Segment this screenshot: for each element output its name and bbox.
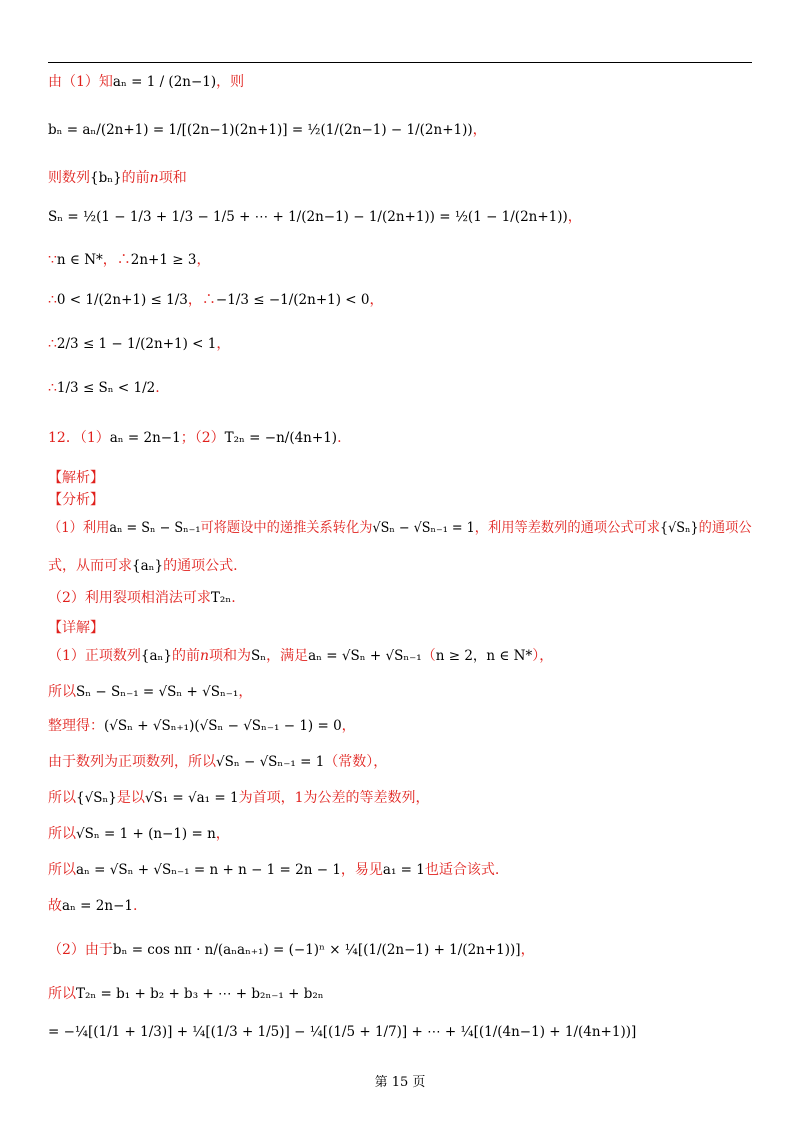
- math-expression: {aₙ}: [132, 558, 164, 574]
- text-line: [48, 896, 137, 916]
- math-expression: √Sₙ − √Sₙ₋₁ = 1: [372, 520, 475, 536]
- answer-text: 则数列: [48, 170, 90, 186]
- answer-text: ，利用等差数列的通项公式可求: [474, 520, 661, 536]
- math-expression: 2/3 ≤ 1 − 1/(2n+1) < 1: [56, 336, 217, 352]
- math-expression: {aₙ}: [140, 648, 172, 664]
- answer-text: 【详解】: [48, 620, 104, 636]
- variable-text: n: [200, 648, 210, 664]
- answer-text: 的前: [121, 170, 150, 186]
- answer-text: .: [231, 590, 236, 606]
- answer-text: （2）利用裂项相消法可求: [48, 590, 211, 606]
- answer-text: 12．（1）: [48, 430, 110, 446]
- text-line: [48, 646, 553, 666]
- math-expression: Sₙ − Sₙ₋₁ = √Sₙ + √Sₙ₋₁: [76, 684, 239, 700]
- answer-text: .: [132, 898, 138, 914]
- answer-text: 的前: [172, 648, 200, 664]
- math-expression: = −¼[(1/1 + 1/3)] + ¼[(1/3 + 1/5)] − ¼[(1/5 + 1/7)] + ⋯ + ¼[(1/(4n−1) + 1/(4n+1))]: [48, 1024, 637, 1040]
- answer-text: ，则: [216, 74, 245, 90]
- answer-text: 的通项公式.: [163, 558, 238, 574]
- answer-text: （: [421, 648, 436, 664]
- math-expression: Sₙ: [251, 648, 267, 664]
- text-line: [48, 168, 187, 188]
- text-line: [48, 378, 160, 398]
- answer-text: 由于数列为正项数列，所以: [48, 754, 216, 770]
- math-expression: T₂ₙ = b₁ + b₂ + b₃ + ⋯ + b₂ₙ₋₁ + b₂ₙ: [76, 986, 324, 1002]
- text-line: [48, 207, 582, 227]
- answer-text: ∴: [48, 292, 57, 308]
- answer-text: 项和: [158, 170, 187, 186]
- text-line: [48, 556, 238, 576]
- answer-text: ，: [520, 942, 535, 958]
- answer-text: （2）由于: [48, 942, 113, 958]
- math-expression: 1/3 ≤ Sₙ < 1/2: [56, 380, 156, 396]
- text-line: [48, 984, 324, 1004]
- answer-text: ∴: [48, 380, 57, 396]
- math-expression: √Sₙ = 1 + (n−1) = n: [76, 826, 216, 842]
- math-expression: 2n+1 ≥ 3: [130, 252, 197, 268]
- answer-text: 【解析】: [48, 470, 104, 486]
- answer-text: 故: [48, 898, 62, 914]
- answer-text: 所以: [48, 826, 76, 842]
- answer-text: 式，从而可求: [48, 558, 132, 574]
- answer-text: 可将题设中的递推关系转化为: [200, 520, 373, 536]
- answer-text: 【分析】: [48, 492, 104, 508]
- math-expression: {√Sₙ}: [76, 790, 117, 806]
- math-expression: {bₙ}: [90, 170, 122, 186]
- text-line: [48, 290, 383, 310]
- math-expression: aₙ = Sₙ − Sₙ₋₁: [109, 520, 201, 536]
- text-line: [48, 250, 210, 270]
- text-line: [48, 940, 535, 960]
- answer-text: ，: [567, 209, 582, 225]
- math-expression: T₂ₙ = −n/(4n+1): [224, 430, 338, 446]
- math-expression: n ≥ 2，n ∈ N*: [435, 648, 533, 664]
- text-line: [48, 490, 104, 510]
- text-line: [48, 72, 244, 92]
- answer-text: ，: [216, 336, 231, 352]
- math-expression: (√Sₙ + √Sₙ₊₁)(√Sₙ − √Sₙ₋₁ − 1) = 0: [104, 718, 342, 734]
- math-expression: 0 < 1/(2n+1) ≤ 1/3: [56, 292, 188, 308]
- answer-text: .: [155, 380, 160, 396]
- answer-text: ∴: [48, 336, 57, 352]
- text-line: [48, 588, 236, 608]
- math-expression: aₙ = 2n−1: [109, 430, 181, 446]
- answer-text: ，: [369, 292, 384, 308]
- math-expression: aₙ = √Sₙ + √Sₙ₋₁ = n + n − 1 = 2n − 1: [76, 862, 341, 878]
- answer-text: 由（1）知: [48, 74, 113, 90]
- header-rule: [48, 62, 752, 63]
- math-expression: bₙ = cos nπ · n/(aₙaₙ₊₁) = (−1)ⁿ × ¼[(1/(2n−1) + 1/(2n+1))]: [112, 942, 521, 958]
- math-expression: aₙ = 2n−1: [62, 898, 133, 914]
- variable-text: n: [149, 170, 159, 186]
- text-line: [48, 1022, 636, 1042]
- answer-text: ，: [215, 826, 230, 842]
- answer-text: 项和为: [209, 648, 252, 664]
- answer-text: ，易见: [340, 862, 383, 878]
- text-line: [48, 860, 499, 880]
- math-expression: T₂ₙ: [210, 590, 232, 606]
- answer-text: ，: [196, 252, 211, 268]
- answer-text: ），: [532, 648, 554, 664]
- math-expression: √Sₙ − √Sₙ₋₁ = 1: [216, 754, 325, 770]
- answer-text: 所以: [48, 986, 76, 1002]
- answer-text: ，满足: [266, 648, 309, 664]
- answer-text: 所以: [48, 862, 76, 878]
- answer-text: ，∴: [187, 292, 216, 308]
- answer-text: （常数），: [324, 754, 388, 770]
- answer-text: 的通项公: [698, 520, 752, 536]
- math-expression: √S₁ = √a₁ = 1: [144, 790, 239, 806]
- text-line: [48, 788, 430, 808]
- answer-text: （1）正项数列: [48, 648, 141, 664]
- text-line: [48, 120, 487, 140]
- answer-text: ；（2）: [180, 430, 225, 446]
- math-expression: Sₙ = ½(1 − 1/3 + 1/3 − 1/5 + ⋯ + 1/(2n−1) − 1/(2n+1)) = ½(1 − 1/(2n+1)): [48, 209, 568, 225]
- answer-text: 也适合该式.: [424, 862, 500, 878]
- math-expression: {√Sₙ}: [660, 520, 699, 536]
- text-line: [48, 752, 387, 772]
- answer-text: ∵: [48, 252, 57, 268]
- answer-text: ，: [238, 684, 253, 700]
- answer-text: 整理得：: [48, 718, 104, 734]
- answer-text: ，: [472, 122, 487, 138]
- text-line: [48, 682, 252, 702]
- text-line: [48, 428, 342, 448]
- math-expression: −1/3 ≤ −1/(2n+1) < 0: [215, 292, 370, 308]
- answer-text: ，: [341, 718, 356, 734]
- text-line: [48, 618, 104, 638]
- math-expression: bₙ = aₙ/(2n+1) = 1/[(2n−1)(2n+1)] = ½(1/(2n−1) − 1/(2n+1)): [48, 122, 473, 138]
- math-expression: aₙ = √Sₙ + √Sₙ₋₁: [308, 648, 422, 664]
- text-line: [48, 334, 230, 354]
- math-expression: aₙ = 1 / (2n−1): [112, 74, 217, 90]
- answer-text: ，∴: [102, 252, 131, 268]
- math-expression: n ∈ N*: [56, 252, 103, 268]
- text-line: [48, 716, 356, 736]
- page-number: 第 15 页: [374, 1075, 426, 1090]
- math-expression: a₁ = 1: [382, 862, 425, 878]
- answer-text: .: [337, 430, 342, 446]
- text-line: [48, 824, 230, 844]
- answer-text: 所以: [48, 790, 76, 806]
- text-line: [48, 518, 752, 538]
- answer-text: 为首项，1为公差的等差数列，: [238, 790, 430, 806]
- answer-text: 是以: [116, 790, 145, 806]
- answer-text: 所以: [48, 684, 76, 700]
- answer-text: （1）利用: [48, 520, 110, 536]
- text-line: [48, 468, 104, 488]
